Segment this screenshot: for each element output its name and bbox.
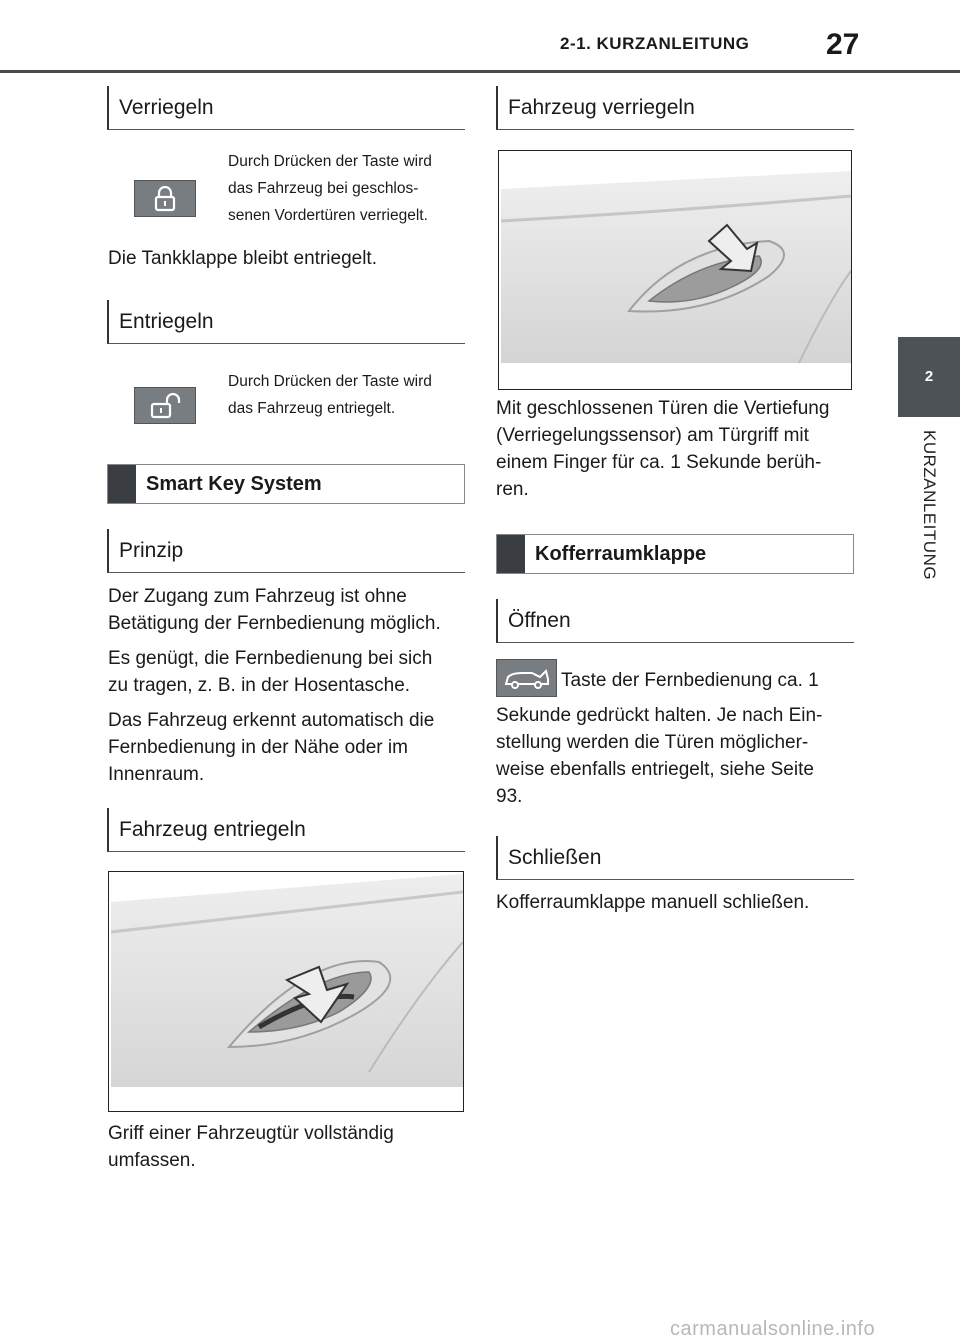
subheading-fahrzeug-entriegeln-text: Fahrzeug entriegeln: [119, 817, 306, 841]
subheading-fahrzeug-entriegeln: [107, 808, 465, 852]
subheading-fahrzeug-verriegeln-text: Fahrzeug verriegeln: [508, 95, 695, 119]
section-smart-key-system: [107, 464, 465, 504]
subheading-fahrzeug-verriegeln: [496, 86, 854, 130]
subheading-oeffnen: [496, 599, 854, 643]
oeffnen-text: [496, 702, 866, 810]
text-line: Sekunde gedrückt halten. Je nach Ein-: [496, 705, 823, 726]
lock-icon: [134, 180, 196, 217]
subheading-schliessen-text: Schließen: [508, 845, 602, 869]
paragraph: [108, 707, 478, 788]
text-line: zu tragen, z. B. in der Hosentasche.: [108, 675, 411, 696]
subheading-prinzip-text: Prinzip: [119, 538, 184, 562]
text-line: das Fahrzeug bei geschlos-: [228, 180, 419, 197]
text-line: stellung werden die Türen möglicher-: [496, 732, 809, 753]
prinzip-text: [108, 583, 478, 788]
text-line: Durch Drücken der Taste wird: [228, 153, 432, 170]
subheading-verriegeln-text: Verriegeln: [119, 95, 214, 119]
door-handle-grip-illustration: [108, 871, 464, 1112]
subheading-entriegeln-text: Entriegeln: [119, 309, 214, 333]
subheading-oeffnen-text: Öffnen: [508, 608, 571, 632]
text-line: senen Vordertüren verriegelt.: [228, 207, 428, 224]
text-line: Betätigung der Fernbedienung möglich.: [108, 613, 441, 634]
text-line: das Fahrzeug entriegelt.: [228, 400, 396, 417]
unlock-icon: [134, 387, 196, 424]
chapter-side-label-text: KURZANLEITUNG: [920, 430, 939, 581]
text-line: weise ebenfalls entriegelt, siehe Seite: [496, 759, 814, 780]
text-line: Griff einer Fahrzeugtür vollständig: [108, 1123, 394, 1144]
subheading-verriegeln: [107, 86, 465, 130]
trunk-icon: [496, 659, 557, 697]
text-line: ren.: [496, 479, 529, 500]
section-marker: [108, 465, 136, 503]
paragraph: [108, 645, 478, 699]
verriegeln-description: [228, 148, 468, 229]
subheading-schliessen: [496, 836, 854, 880]
oeffnen-first-line: Taste der Fernbedienung ca. 1: [561, 670, 819, 691]
chapter-title: 2-1. KURZANLEITUNG: [560, 34, 750, 53]
section-kofferraumklappe-title: Kofferraumklappe: [535, 542, 707, 565]
text-line: einem Finger für ca. 1 Sekunde berüh-: [496, 452, 822, 473]
subheading-entriegeln: [107, 300, 465, 344]
watermark: carmanualsonline.info: [670, 1318, 876, 1340]
subheading-prinzip: [107, 529, 465, 573]
section-kofferraumklappe: [496, 534, 854, 574]
text-line: Der Zugang zum Fahrzeug ist ohne: [108, 586, 407, 607]
text-line: Mit geschlossenen Türen die Vertiefung: [496, 398, 830, 419]
chapter-tab[interactable]: 2: [898, 337, 960, 417]
tank-note: Die Tankklappe bleibt entriegelt.: [108, 248, 377, 269]
fahrzeug-verriegeln-caption: [496, 395, 866, 503]
text-line: Das Fahrzeug erkennt automatisch die: [108, 710, 435, 731]
text-line: umfassen.: [108, 1150, 196, 1171]
text-line: Fernbedienung in der Nähe oder im: [108, 737, 408, 758]
chapter-side-label: [898, 430, 960, 600]
text-line: Es genügt, die Fernbedienung bei sich: [108, 648, 433, 669]
text-line: 93.: [496, 786, 523, 807]
header-rule: [0, 70, 960, 73]
entriegeln-description: [228, 368, 468, 422]
text-line: Innenraum.: [108, 764, 205, 785]
text-line: Durch Drücken der Taste wird: [228, 373, 432, 390]
fahrzeug-entriegeln-caption: [108, 1120, 394, 1174]
section-smart-key-title: Smart Key System: [146, 472, 322, 495]
schliessen-text: Kofferraumklappe manuell schließen.: [496, 892, 810, 913]
section-marker: [497, 535, 525, 573]
door-handle-sensor-illustration: [498, 150, 852, 390]
text-line: (Verriegelungssensor) am Türgriff mit: [496, 425, 809, 446]
page-number: 27: [826, 28, 860, 61]
paragraph: [108, 583, 478, 637]
